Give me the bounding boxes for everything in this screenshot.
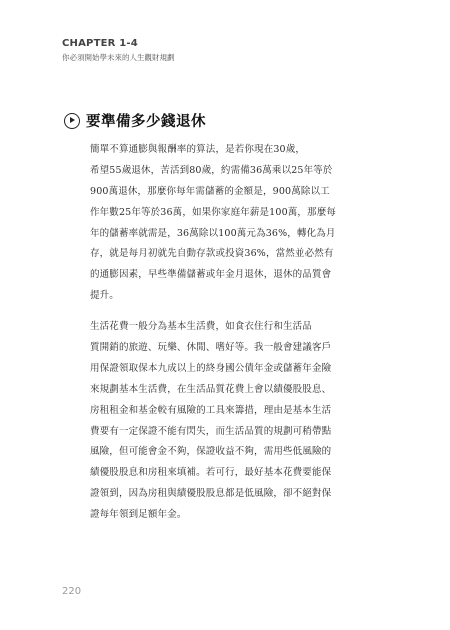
paragraph-line: 證每年領到足額年金。 (90, 509, 187, 521)
paragraph-line: 費要有一定保證不能有閃失，而生活品質的規劃可稍帶點 (90, 425, 332, 437)
paragraph-line: 900萬退休，那麼你每年需儲蓄的金額是，900萬除以工 (90, 185, 330, 197)
paragraph-line: 風險，但可能會金不夠，保證收益不夠，需用些低風險的 (90, 446, 332, 458)
paragraph-line: 提升。 (90, 290, 119, 302)
paragraph-line: 作年數25年等於36萬，如果你家庭年薪是100萬，那麼每 (90, 206, 337, 218)
paragraph-line: 來規劃基本生活費，在生活品質花費上會以績優股股息、 (90, 383, 332, 395)
paragraph-line: 質開銷的旅遊、玩樂、休閒、嗜好等。我一般會建議客戶 (90, 342, 332, 354)
section-title: 要準備多少錢退休 (86, 114, 206, 130)
paragraph-2 (90, 317, 352, 526)
paragraph-line: 年的儲蓄率就需是，36萬除以100萬元為36%，轉化為月 (90, 227, 336, 239)
paragraph-line: 希望55歲退休，苦活到80歲，約需備36萬乘以25年等於 (90, 164, 333, 176)
section-heading (64, 110, 206, 131)
paragraph-line: 存，就是每月初就先自動存款或投資36%，當然並必然有 (90, 248, 334, 260)
paragraph-line: 房租租金和基金較有風險的工具來籌措，理由是基本生活 (90, 404, 332, 416)
paragraph-line: 的通膨因素，早些準備儲蓄或年金月退休，退休的品質會 (90, 269, 332, 281)
paragraph-line: 簡單不算通膨與報酬率的算法，是若你現在30歲， (90, 144, 306, 155)
paragraph-line: 用保證領取保本九成以上的終身國公債年金或儲蓄年金險 (90, 362, 332, 374)
chapter-label: CHAPTER 1-4 (62, 38, 138, 49)
play-circle-icon (64, 113, 80, 129)
paragraph-1 (90, 140, 352, 307)
paragraph-line: 證領到，因為房租與績優股股息都是低風險，卻不絕對保 (90, 488, 332, 500)
body-text (90, 140, 352, 536)
page-number: 220 (62, 586, 82, 597)
paragraph-line: 生活花費一般分為基本生活費，如食衣住行和生活品 (90, 321, 312, 333)
paragraph-line: 績優股股息和房租來填補。若可行，最好基本花費要能保 (90, 467, 332, 479)
chapter-subtitle: 你必須開始學未來的人生觀財規劃 (62, 53, 175, 62)
